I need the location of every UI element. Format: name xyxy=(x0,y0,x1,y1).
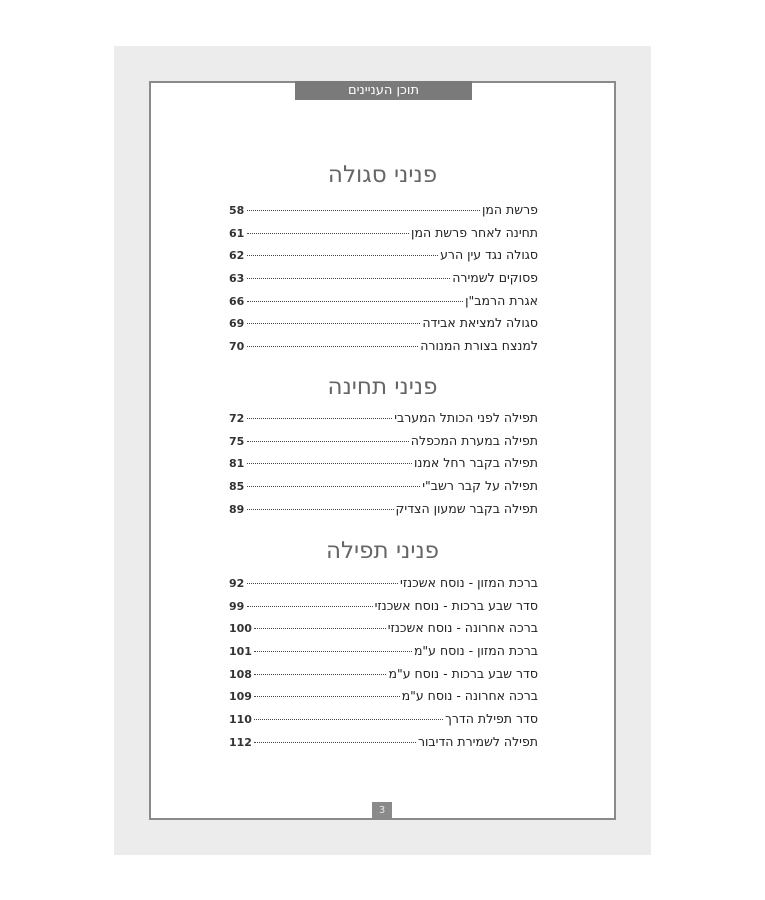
entry-title: סגולה נגד עין הרע xyxy=(440,247,538,263)
entry-title: תפילה במערת המכפלה xyxy=(410,432,538,448)
toc-entry[interactable] xyxy=(229,734,538,757)
entry-title: סדר תפילת הדרך xyxy=(445,711,538,727)
entry-title: ברכת המזון - נוסח ע"מ xyxy=(413,643,538,659)
page-frame xyxy=(149,81,616,820)
entry-page: 89 xyxy=(229,502,245,516)
dot-leader xyxy=(247,210,480,211)
entry-page: 81 xyxy=(229,457,245,471)
entry-title: תחינה לאחר פרשת המן xyxy=(411,224,538,240)
entry-page: 112 xyxy=(229,735,252,749)
dot-leader xyxy=(247,418,392,419)
header-tab: תוכן העניינים xyxy=(295,81,472,100)
dot-leader xyxy=(247,463,412,464)
page-number: 3 xyxy=(372,802,392,820)
toc-entry[interactable] xyxy=(229,433,538,456)
entry-title: ברכה אחרונה - נוסח אשכנזי xyxy=(387,620,538,636)
toc-entry[interactable] xyxy=(229,643,538,666)
entry-page: 108 xyxy=(229,667,252,681)
entry-page: 66 xyxy=(229,294,245,308)
entry-title: תפילה בקבר שמעון הצדיק xyxy=(395,500,538,516)
dot-leader xyxy=(247,278,450,279)
entry-title: ברכת המזון - נוסח אשכנזי xyxy=(400,575,538,590)
entry-title: סדר שבע ברכות - נוסח ע"מ xyxy=(388,665,538,681)
entry-page: 70 xyxy=(229,340,245,354)
entry-page: 101 xyxy=(229,645,252,659)
toc-entry[interactable] xyxy=(229,666,538,689)
dot-leader xyxy=(247,346,418,347)
toc-entry[interactable] xyxy=(229,247,538,270)
toc-entry[interactable] xyxy=(229,338,538,361)
entry-page: 75 xyxy=(229,434,245,448)
toc-list xyxy=(229,202,538,361)
toc-entry[interactable] xyxy=(229,315,538,338)
dot-leader xyxy=(247,233,409,234)
toc-entry[interactable] xyxy=(229,711,538,734)
entry-title: אגרת הרמב"ן xyxy=(465,292,538,308)
entry-title: תפילה על קבר רשב"י xyxy=(422,478,538,494)
section-title: פניני סגולה xyxy=(327,162,438,188)
dot-leader xyxy=(247,606,373,607)
entry-title: למנצח בצורת המנורה xyxy=(420,338,538,354)
dot-leader xyxy=(247,255,438,256)
toc-entry[interactable] xyxy=(229,202,538,225)
dot-leader xyxy=(254,651,412,652)
entry-page: 63 xyxy=(229,272,245,286)
entry-title: תפילה בקבר רחל אמנו xyxy=(414,455,538,471)
toc-list xyxy=(229,410,538,523)
toc-entry[interactable] xyxy=(229,598,538,621)
dot-leader xyxy=(254,674,386,675)
toc-entry[interactable] xyxy=(229,478,538,501)
toc-entry[interactable] xyxy=(229,270,538,293)
dot-leader xyxy=(254,628,386,629)
dot-leader xyxy=(247,486,420,487)
entry-page: 62 xyxy=(229,249,245,263)
entry-title: פרשת המן xyxy=(482,202,538,217)
toc-entry[interactable] xyxy=(229,293,538,316)
dot-leader xyxy=(247,301,463,302)
toc-entry[interactable] xyxy=(229,501,538,524)
toc-entry[interactable] xyxy=(229,225,538,248)
entry-page: 109 xyxy=(229,690,252,704)
dot-leader xyxy=(254,719,443,720)
entry-title: תפילה לפני הכותל המערבי xyxy=(394,410,538,425)
entry-page: 72 xyxy=(229,412,245,425)
entry-title: ברכה אחרונה - נוסח ע"מ xyxy=(401,688,538,704)
dot-leader xyxy=(247,509,394,510)
section-title: פניני תפילה xyxy=(325,538,440,564)
toc-entry[interactable] xyxy=(229,455,538,478)
entry-page: 100 xyxy=(229,622,252,636)
toc-entry[interactable] xyxy=(229,620,538,643)
toc-entry[interactable] xyxy=(229,575,538,598)
entry-page: 85 xyxy=(229,480,245,494)
dot-leader xyxy=(254,696,400,697)
entry-title: סגולה למציאת אבידה xyxy=(422,315,538,331)
toc-entry[interactable] xyxy=(229,410,538,433)
entry-page: 110 xyxy=(229,713,252,727)
toc-list xyxy=(229,575,538,757)
dot-leader xyxy=(247,323,420,324)
entry-title: סדר שבע ברכות - נוסח אשכנזי xyxy=(374,597,538,613)
dot-leader xyxy=(247,441,409,442)
toc-entry[interactable] xyxy=(229,688,538,711)
entry-page: 99 xyxy=(229,599,245,613)
entry-page: 69 xyxy=(229,317,245,331)
entry-page: 92 xyxy=(229,577,245,590)
entry-page: 58 xyxy=(229,204,245,217)
entry-title: תפילה לשמירת הדיבור xyxy=(417,733,538,749)
section-title: פניני תחינה xyxy=(327,374,438,400)
dot-leader xyxy=(247,583,398,584)
entry-title: פסוקים לשמירה xyxy=(452,270,538,286)
entry-page: 61 xyxy=(229,226,245,240)
dot-leader xyxy=(254,742,416,743)
